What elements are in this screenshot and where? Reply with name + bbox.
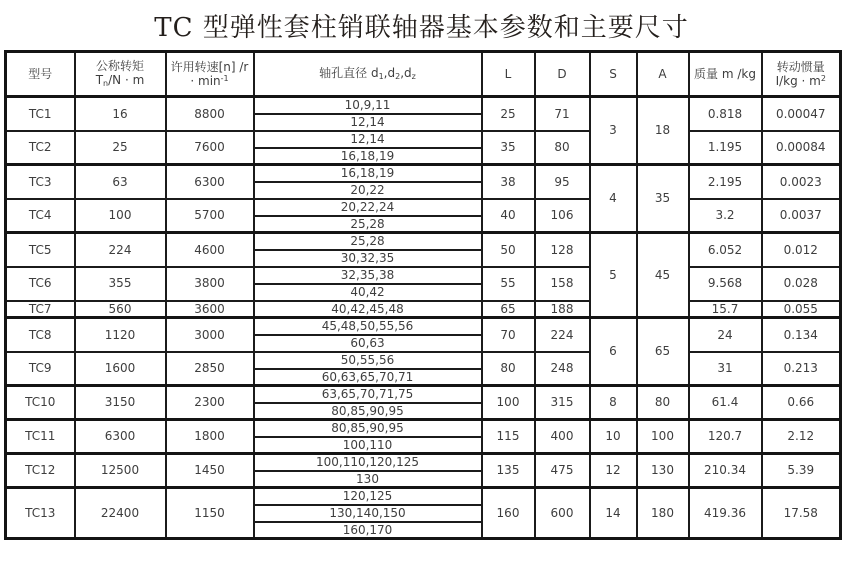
cell-model: TC12 [6, 454, 75, 488]
cell-A: 130 [637, 454, 689, 488]
column-header-S: S [590, 52, 637, 97]
cell-bore: 100,110,120,125 [254, 454, 482, 471]
table-row [6, 318, 841, 335]
cell-D: 128 [535, 233, 590, 267]
table-row [6, 352, 841, 369]
cell-speed: 3800 [166, 267, 254, 301]
table-header [6, 52, 841, 97]
cell-model: TC3 [6, 165, 75, 199]
cell-bore: 80,85,90,95 [254, 420, 482, 437]
cell-mass: 31 [689, 352, 762, 386]
cell-bore: 32,35,38 [254, 267, 482, 284]
cell-inertia: 0.66 [762, 386, 841, 420]
column-header-torque: 公称转矩 $T_n/N \cdot m$ [75, 52, 166, 97]
cell-speed: 5700 [166, 199, 254, 233]
cell-model: TC5 [6, 233, 75, 267]
cell-S: 8 [590, 386, 637, 420]
cell-L: 50 [482, 233, 535, 267]
cell-bore: 45,48,50,55,56 [254, 318, 482, 335]
cell-L: 55 [482, 267, 535, 301]
cell-L: 35 [482, 131, 535, 165]
table-row [6, 233, 841, 250]
cell-D: 71 [535, 97, 590, 131]
table-row [6, 267, 841, 284]
cell-torque: 3150 [75, 386, 166, 420]
column-header-L: L [482, 52, 535, 97]
cell-D: 400 [535, 420, 590, 454]
cell-speed: 8800 [166, 97, 254, 131]
cell-bore: 120,125 [254, 488, 482, 505]
cell-torque: 1600 [75, 352, 166, 386]
cell-speed: 4600 [166, 233, 254, 267]
column-header-speed: 许用转速[n] /r · $\min^{-1}$ [166, 52, 254, 97]
cell-bore: 160,170 [254, 522, 482, 539]
cell-bore: 30,32,35 [254, 250, 482, 267]
cell-S: 12 [590, 454, 637, 488]
table-body [6, 97, 841, 539]
cell-mass: 15.7 [689, 301, 762, 318]
cell-D: 248 [535, 352, 590, 386]
cell-inertia: 5.39 [762, 454, 841, 488]
table-row [6, 301, 841, 318]
cell-L: 80 [482, 352, 535, 386]
cell-A: 18 [637, 97, 689, 165]
cell-A: 45 [637, 233, 689, 318]
table-row [6, 131, 841, 148]
cell-D: 315 [535, 386, 590, 420]
cell-S: 6 [590, 318, 637, 386]
column-header-mass: 质量 m /kg [689, 52, 762, 97]
cell-mass: 120.7 [689, 420, 762, 454]
cell-bore: 50,55,56 [254, 352, 482, 369]
cell-mass: 0.818 [689, 97, 762, 131]
column-header-D: D [535, 52, 590, 97]
cell-mass: 419.36 [689, 488, 762, 539]
cell-bore: 20,22,24 [254, 199, 482, 216]
cell-L: 38 [482, 165, 535, 199]
cell-D: 80 [535, 131, 590, 165]
cell-inertia: 0.213 [762, 352, 841, 386]
cell-inertia: 0.00047 [762, 97, 841, 131]
cell-inertia: 0.0037 [762, 199, 841, 233]
table-row [6, 488, 841, 505]
cell-L: 70 [482, 318, 535, 352]
cell-torque: 12500 [75, 454, 166, 488]
column-header-bore: 轴孔直径 $d_1,d_2,d_z$ [254, 52, 482, 97]
cell-bore: 60,63 [254, 335, 482, 352]
table-row [6, 420, 841, 437]
cell-model: TC8 [6, 318, 75, 352]
cell-torque: 355 [75, 267, 166, 301]
cell-torque: 16 [75, 97, 166, 131]
cell-bore: 16,18,19 [254, 148, 482, 165]
cell-S: 5 [590, 233, 637, 318]
cell-torque: 100 [75, 199, 166, 233]
cell-A: 180 [637, 488, 689, 539]
cell-torque: 22400 [75, 488, 166, 539]
cell-L: 100 [482, 386, 535, 420]
cell-bore: 100,110 [254, 437, 482, 454]
table-row [6, 97, 841, 114]
cell-bore: 12,14 [254, 114, 482, 131]
column-header-A: A [637, 52, 689, 97]
parameters-table [4, 50, 842, 540]
cell-S: 14 [590, 488, 637, 539]
cell-speed: 3000 [166, 318, 254, 352]
cell-inertia: 0.134 [762, 318, 841, 352]
cell-torque: 6300 [75, 420, 166, 454]
cell-inertia: 17.58 [762, 488, 841, 539]
cell-S: 4 [590, 165, 637, 233]
cell-model: TC6 [6, 267, 75, 301]
cell-model: TC1 [6, 97, 75, 131]
cell-bore: 60,63,65,70,71 [254, 369, 482, 386]
cell-speed: 6300 [166, 165, 254, 199]
cell-bore: 40,42 [254, 284, 482, 301]
cell-bore: 12,14 [254, 131, 482, 148]
cell-bore: 80,85,90,95 [254, 403, 482, 420]
cell-mass: 2.195 [689, 165, 762, 199]
cell-inertia: 0.055 [762, 301, 841, 318]
page-title: TC 型弹性套柱销联轴器基本参数和主要尺寸 [154, 13, 689, 43]
cell-mass: 9.568 [689, 267, 762, 301]
cell-D: 600 [535, 488, 590, 539]
cell-bore: 16,18,19 [254, 165, 482, 182]
cell-S: 3 [590, 97, 637, 165]
cell-L: 115 [482, 420, 535, 454]
column-header-inertia: 转动惯量 $I/kg \cdot m^2$ [762, 52, 841, 97]
cell-inertia: 0.028 [762, 267, 841, 301]
cell-A: 35 [637, 165, 689, 233]
cell-bore: 25,28 [254, 233, 482, 250]
cell-mass: 24 [689, 318, 762, 352]
cell-bore: 10,9,11 [254, 97, 482, 114]
cell-D: 95 [535, 165, 590, 199]
cell-torque: 1120 [75, 318, 166, 352]
cell-inertia: 0.012 [762, 233, 841, 267]
cell-D: 158 [535, 267, 590, 301]
cell-bore: 130 [254, 471, 482, 488]
cell-L: 40 [482, 199, 535, 233]
cell-inertia: 0.00084 [762, 131, 841, 165]
cell-bore: 63,65,70,71,75 [254, 386, 482, 403]
cell-inertia: 2.12 [762, 420, 841, 454]
cell-model: TC7 [6, 301, 75, 318]
cell-bore: 25,28 [254, 216, 482, 233]
cell-D: 224 [535, 318, 590, 352]
cell-bore: 20,22 [254, 182, 482, 199]
table-row [6, 386, 841, 403]
cell-speed: 2850 [166, 352, 254, 386]
cell-torque: 25 [75, 131, 166, 165]
cell-A: 80 [637, 386, 689, 420]
cell-torque: 560 [75, 301, 166, 318]
cell-L: 160 [482, 488, 535, 539]
cell-model: TC9 [6, 352, 75, 386]
cell-A: 100 [637, 420, 689, 454]
cell-L: 135 [482, 454, 535, 488]
cell-model: TC4 [6, 199, 75, 233]
table-row [6, 165, 841, 182]
cell-D: 106 [535, 199, 590, 233]
cell-torque: 63 [75, 165, 166, 199]
cell-mass: 1.195 [689, 131, 762, 165]
table-row [6, 199, 841, 216]
cell-L: 65 [482, 301, 535, 318]
cell-model: TC10 [6, 386, 75, 420]
cell-speed: 1150 [166, 488, 254, 539]
cell-model: TC2 [6, 131, 75, 165]
header-row [6, 52, 841, 97]
cell-S: 10 [590, 420, 637, 454]
table-row [6, 454, 841, 471]
cell-speed: 1450 [166, 454, 254, 488]
cell-A: 65 [637, 318, 689, 386]
cell-speed: 7600 [166, 131, 254, 165]
cell-inertia: 0.0023 [762, 165, 841, 199]
cell-mass: 6.052 [689, 233, 762, 267]
cell-speed: 3600 [166, 301, 254, 318]
cell-bore: 130,140,150 [254, 505, 482, 522]
cell-model: TC11 [6, 420, 75, 454]
cell-D: 188 [535, 301, 590, 318]
cell-speed: 2300 [166, 386, 254, 420]
cell-bore: 40,42,45,48 [254, 301, 482, 318]
cell-mass: 61.4 [689, 386, 762, 420]
cell-mass: 3.2 [689, 199, 762, 233]
column-header-model: 型号 [6, 52, 75, 97]
cell-L: 25 [482, 97, 535, 131]
cell-model: TC13 [6, 488, 75, 539]
cell-speed: 1800 [166, 420, 254, 454]
cell-D: 475 [535, 454, 590, 488]
cell-torque: 224 [75, 233, 166, 267]
cell-mass: 210.34 [689, 454, 762, 488]
